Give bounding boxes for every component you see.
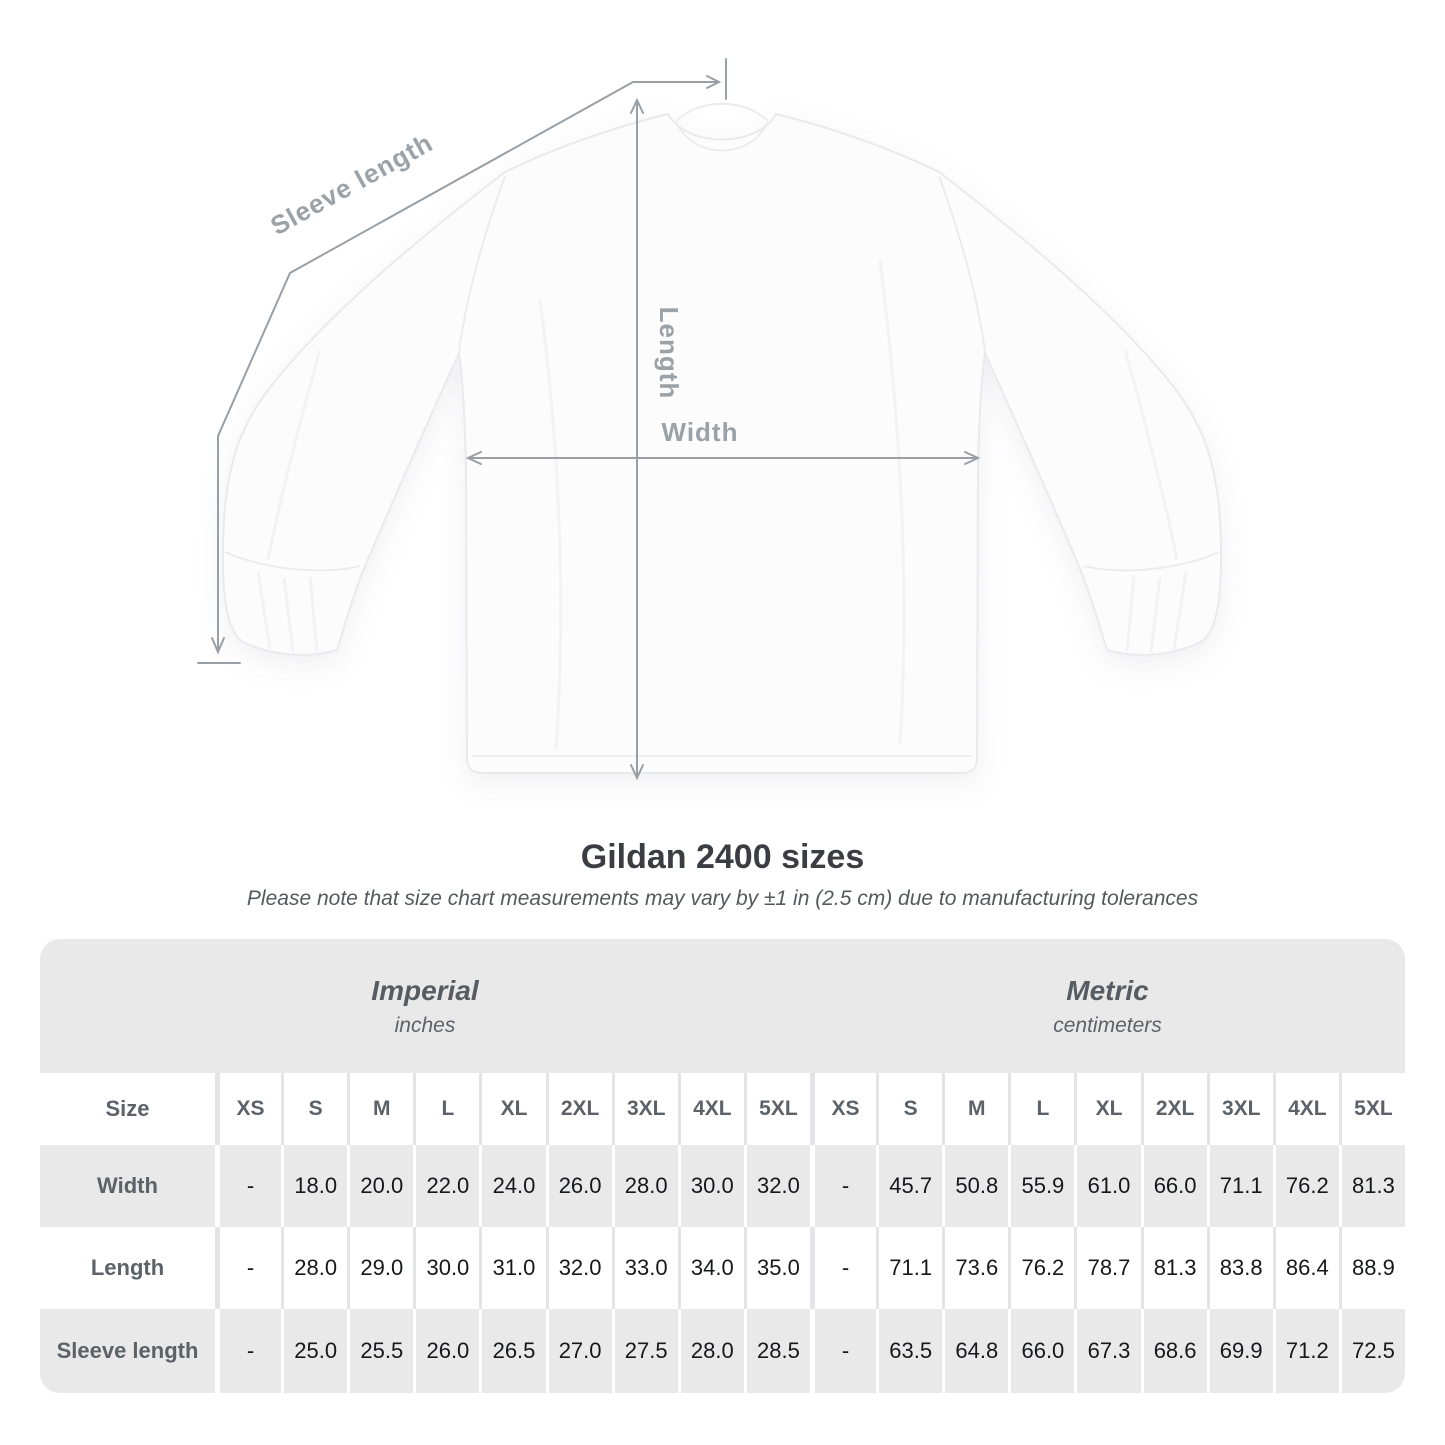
value-cell: 55.9 (1008, 1145, 1074, 1227)
size-header-row (40, 1073, 1405, 1145)
value-cell: 66.0 (1008, 1309, 1074, 1393)
value-cell: 28.0 (281, 1227, 347, 1309)
unit-header-band (40, 939, 1405, 1073)
size-cell: XS (215, 1073, 281, 1145)
value-cell: 31.0 (479, 1227, 545, 1309)
value-cell: 86.4 (1273, 1227, 1339, 1309)
value-cell: 26.0 (413, 1309, 479, 1393)
value-cell: 24.0 (479, 1145, 545, 1227)
value-cell: 63.5 (876, 1309, 942, 1393)
size-cell: 3XL (1207, 1073, 1273, 1145)
value-cell: 50.8 (942, 1145, 1008, 1227)
width-label: Width (661, 417, 739, 447)
value-cell: 67.3 (1074, 1309, 1140, 1393)
row-label: Sleeve length (56, 1338, 199, 1363)
value-cell: 32.0 (744, 1145, 810, 1227)
table-row (40, 1145, 1405, 1227)
value-cell: 30.0 (413, 1227, 479, 1309)
size-cell: 2XL (1141, 1073, 1207, 1145)
value-cell: - (810, 1145, 876, 1227)
tolerance-note: Please note that size chart measurements may vary by ±1 in (2.5 cm) due to manufacturing tolerances (246, 887, 1199, 910)
row-label: Length (90, 1255, 165, 1280)
value-cell: 68.6 (1141, 1309, 1207, 1393)
size-cell: L (1008, 1073, 1074, 1145)
value-cell: 25.0 (281, 1309, 347, 1393)
size-cell: S (876, 1073, 942, 1145)
value-cell: 69.9 (1207, 1309, 1273, 1393)
table-row (40, 1309, 1405, 1393)
size-cell: 3XL (612, 1073, 678, 1145)
value-cell: 26.5 (479, 1309, 545, 1393)
value-cell: - (810, 1227, 876, 1309)
value-cell: 76.2 (1008, 1227, 1074, 1309)
value-cell: 30.0 (678, 1145, 744, 1227)
size-cell: 5XL (1339, 1073, 1405, 1145)
value-cell: 29.0 (347, 1227, 413, 1309)
value-cell: 81.3 (1141, 1227, 1207, 1309)
size-table (40, 939, 1405, 1393)
metric-title: Metric (1066, 974, 1149, 1006)
value-cell: 45.7 (876, 1145, 942, 1227)
value-cell: 25.5 (347, 1309, 413, 1393)
value-cell: 28.0 (678, 1309, 744, 1393)
size-cell: L (413, 1073, 479, 1145)
value-cell: 28.5 (744, 1309, 810, 1393)
length-label: Length (654, 306, 684, 400)
imperial-title: Imperial (371, 974, 479, 1006)
value-cell: 88.9 (1339, 1227, 1405, 1309)
imperial-unit: inches (394, 1013, 456, 1037)
value-cell: 61.0 (1074, 1145, 1140, 1227)
page-title: Gildan 2400 sizes (580, 838, 865, 876)
size-cell: XL (479, 1073, 545, 1145)
size-cell: 4XL (1273, 1073, 1339, 1145)
value-cell: 20.0 (347, 1145, 413, 1227)
value-cell: 72.5 (1339, 1309, 1405, 1393)
table-row (40, 1227, 1405, 1309)
metric-header (810, 939, 1405, 1073)
value-cell: 27.0 (546, 1309, 612, 1393)
collar-back-seam (676, 104, 768, 121)
size-cell: M (942, 1073, 1008, 1145)
size-cell: 5XL (744, 1073, 810, 1145)
value-cell: 32.0 (546, 1227, 612, 1309)
value-cell: 27.5 (612, 1309, 678, 1393)
value-cell: 33.0 (612, 1227, 678, 1309)
value-cell: 71.1 (876, 1227, 942, 1309)
value-cell: 71.1 (1207, 1145, 1273, 1227)
size-grid (40, 1073, 1405, 1393)
value-cell: - (215, 1227, 281, 1309)
size-cell: 2XL (546, 1073, 612, 1145)
value-cell: 78.7 (1074, 1227, 1140, 1309)
value-cell: - (215, 1145, 281, 1227)
sleeve-length-label: Sleeve length (265, 127, 438, 242)
value-cell: 28.0 (612, 1145, 678, 1227)
value-cell: 35.0 (744, 1227, 810, 1309)
size-cell: 4XL (678, 1073, 744, 1145)
imperial-header (40, 939, 810, 1073)
value-cell: - (215, 1309, 281, 1393)
size-column-header: Size (105, 1096, 150, 1121)
value-cell: 66.0 (1141, 1145, 1207, 1227)
value-cell: 64.8 (942, 1309, 1008, 1393)
value-cell: 83.8 (1207, 1227, 1273, 1309)
row-label: Width (97, 1173, 158, 1198)
size-cell: M (347, 1073, 413, 1145)
value-cell: 81.3 (1339, 1145, 1405, 1227)
size-cell: S (281, 1073, 347, 1145)
value-cell: 26.0 (546, 1145, 612, 1227)
value-cell: 18.0 (281, 1145, 347, 1227)
value-cell: 73.6 (942, 1227, 1008, 1309)
value-cell: 34.0 (678, 1227, 744, 1309)
metric-unit: centimeters (1053, 1013, 1162, 1037)
value-cell: - (810, 1309, 876, 1393)
value-cell: 76.2 (1273, 1145, 1339, 1227)
size-cell: XS (810, 1073, 876, 1145)
size-cell: XL (1074, 1073, 1140, 1145)
value-cell: 71.2 (1273, 1309, 1339, 1393)
value-cell: 22.0 (413, 1145, 479, 1227)
